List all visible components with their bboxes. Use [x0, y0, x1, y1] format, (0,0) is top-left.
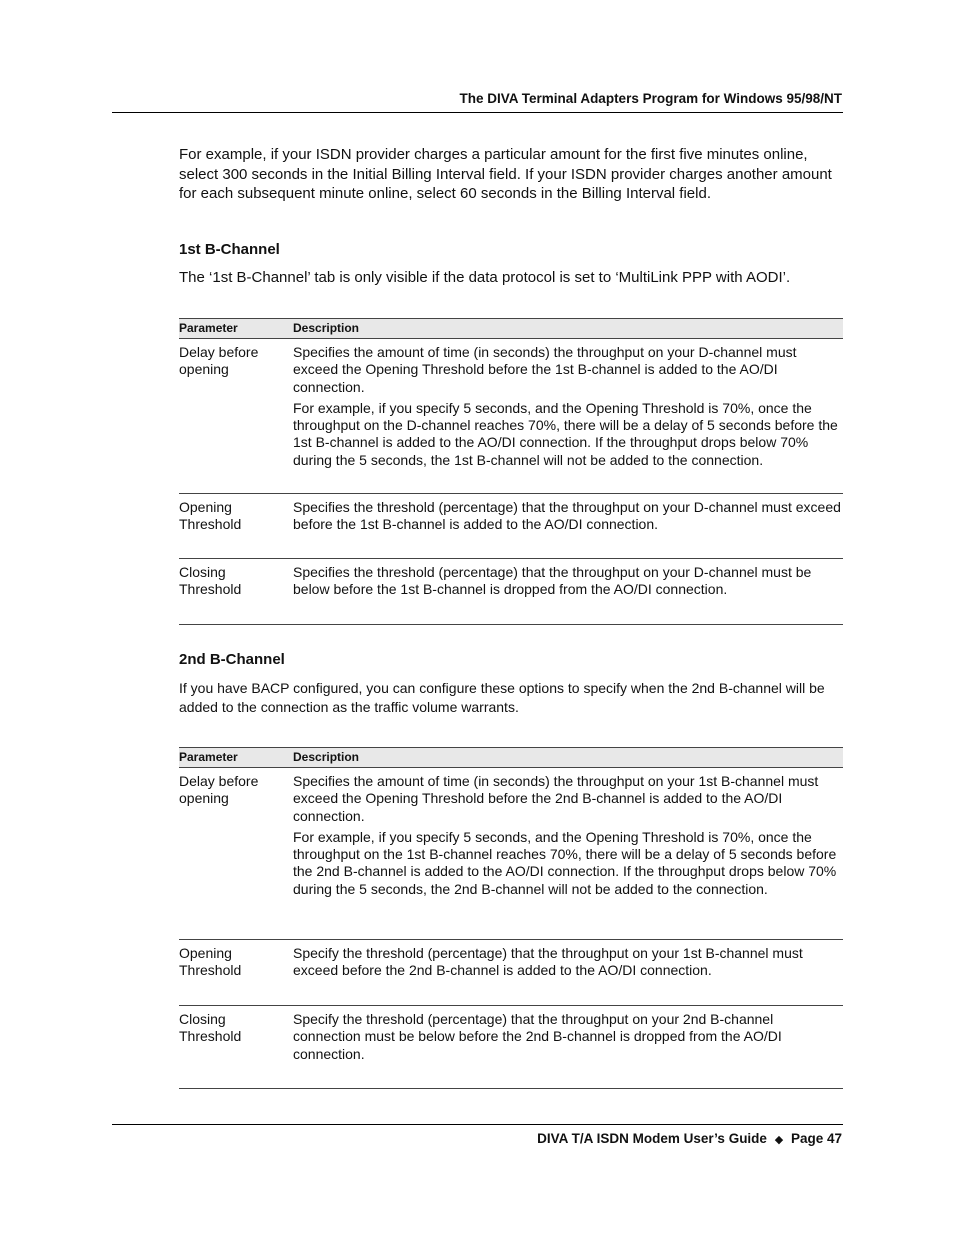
param-name: Closing Threshold [179, 564, 242, 598]
table-header [179, 318, 843, 339]
description-example: For example, if you specify 5 seconds, and the Opening Threshold is 70%, once the throughput on the 1st B-channel reaches 70%, there will be a delay of 5 seconds before the 2nd B-channel is added to the AO/DI connection. If the throughput drops below 70% during the 5 seconds, the 2nd B-channel will not be added to the connection. [293, 828, 837, 897]
param-name: Delay before opening [179, 773, 259, 807]
param-description [293, 339, 843, 469]
param-description [293, 559, 843, 599]
diamond-icon: ◆ [774, 1133, 784, 1146]
page-number: Page 47 [790, 1131, 842, 1146]
table-header [179, 747, 843, 768]
guide-title: DIVA T/A ISDN Modem User’s Guide [537, 1131, 767, 1146]
section-heading-1st-b-channel: 1st B-Channel [179, 241, 280, 258]
column-header-description: Description [293, 750, 360, 764]
table-row [179, 1006, 843, 1089]
section-text-2nd-b-channel: If you have BACP configured, you can configure these options to specify when the 2nd B-channel will be added to the connection as the traffic volume warrants. [179, 680, 825, 715]
column-header-description: Description [293, 321, 360, 335]
table-row [179, 768, 843, 940]
header-divider [112, 112, 843, 113]
param-name: Opening Threshold [179, 945, 242, 979]
param-description [293, 1006, 843, 1063]
table-row [179, 940, 843, 1006]
param-name: Opening Threshold [179, 499, 242, 533]
running-footer [112, 1131, 842, 1146]
description-text: Specifies the amount of time (in seconds) the throughput on your D-channel must exceed the Opening Threshold before the 1st B-channel is added to the AO/DI connection. [293, 344, 797, 395]
description-example: For example, if you specify 5 seconds, and the Opening Threshold is 70%, once the throughput on the D-channel reaches 70%, there will be a delay of 5 seconds before the 1st B-channel is added to the AO/DI connection. If the throughput drops below 70% during the 5 seconds, the 1st B-channel will not be added to the connection. [293, 399, 838, 468]
description-text: Specifies the threshold (percentage) that the throughput on your D-channel must be below before the 1st B-channel is dropped from the AO/DI connection. [293, 564, 812, 598]
description-text: Specify the threshold (percentage) that the throughput on your 1st B-channel must exceed before the 2nd B-channel is added to the AO/DI connection. [293, 945, 803, 979]
table-row [179, 339, 843, 494]
description-text: Specifies the amount of time (in seconds) the throughput on your 1st B-channel must exceed the Opening Threshold before the 2nd B-channel is added to the AO/DI connection. [293, 773, 819, 824]
section-heading-2nd-b-channel: 2nd B-Channel [179, 651, 285, 668]
table-row [179, 559, 843, 625]
section-text-1st-b-channel: The ‘1st B-Channel’ tab is only visible if the data protocol is set to ‘MultiLink PPP with AODI’. [179, 269, 791, 286]
column-header-parameter: Parameter [179, 321, 238, 335]
parameter-table-2nd-b-channel [179, 747, 843, 1089]
param-name: Delay before opening [179, 344, 259, 378]
table-row [179, 494, 843, 559]
description-text: Specify the threshold (percentage) that the throughput on your 2nd B-channel connection must be below before the 2nd B-channel is dropped from the AO/DI connection. [293, 1011, 782, 1062]
description-text: Specifies the threshold (percentage) that the throughput on your D-channel must exceed before the 1st B-channel is added to the AO/DI connection. [293, 499, 841, 533]
column-header-parameter: Parameter [179, 750, 238, 764]
parameter-table-1st-b-channel [179, 318, 843, 625]
running-header: The DIVA Terminal Adapters Program for Windows 95/98/NT [459, 91, 842, 106]
intro-paragraph: For example, if your ISDN provider charges a particular amount for the first five minutes online, select 300 seconds in the Initial Billing Interval field. If your ISDN provider charges another amount for each subsequent minute online, select 60 seconds in the Billing Interval field. [179, 146, 832, 202]
footer-divider [112, 1124, 843, 1125]
param-description [293, 494, 843, 534]
param-description [293, 940, 843, 980]
param-name: Closing Threshold [179, 1011, 242, 1045]
param-description [293, 768, 843, 898]
